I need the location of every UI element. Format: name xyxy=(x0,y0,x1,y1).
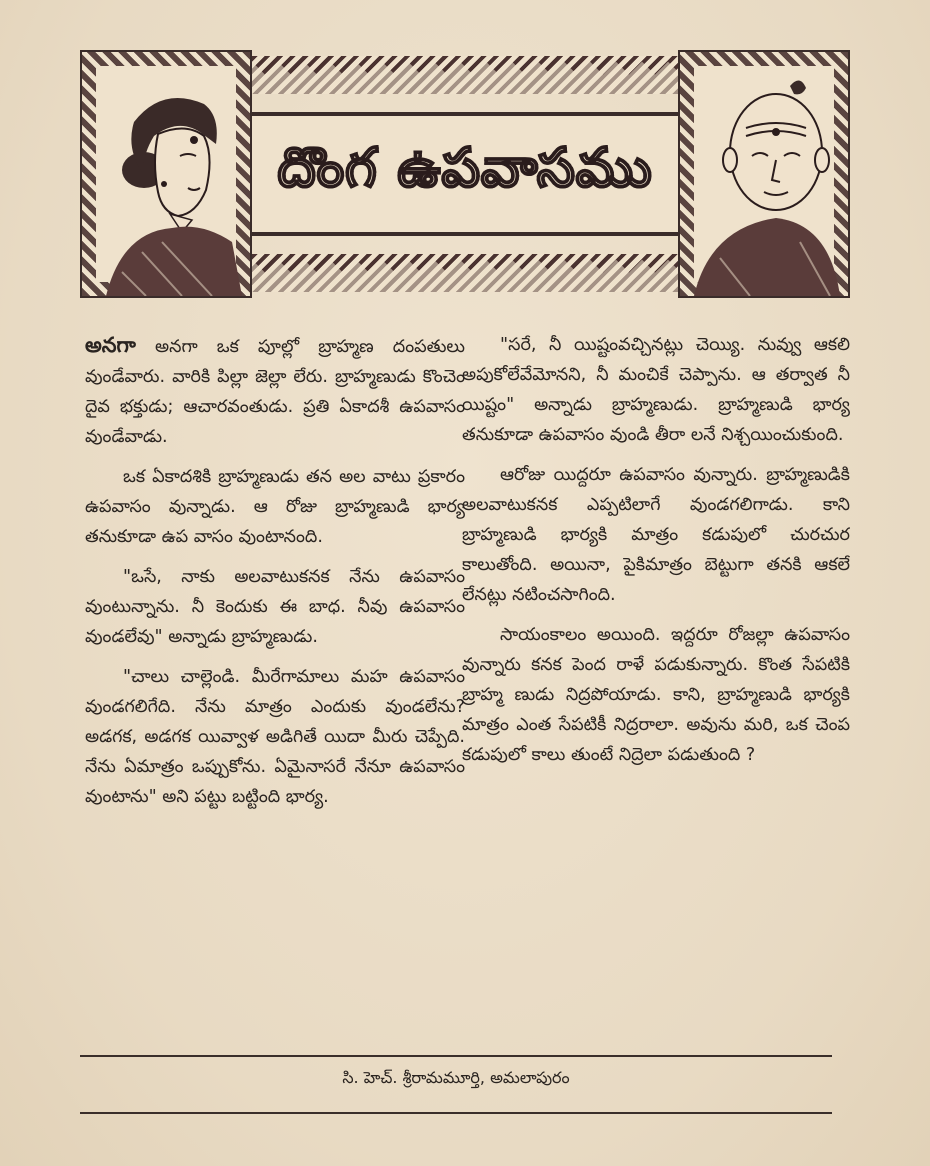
paragraph-text: అనగా ఒక పూల్లో బ్రాహ్మణ దంపతులు వుండేవారు. వారికి పిల్లా జెల్లా లేరు. బ్రాహ్మణుడు కొంచెం దైవ భక్తుడు; ఆచారవంతుడు. ప్రతి ఏకాదశీ ఉపవాసం వుండేవాడు. xyxy=(85,337,465,447)
author-byline: సి. హెచ్. శ్రీరామమూర్తి, అమలాపురం xyxy=(342,1068,570,1087)
zigzag-border-bottom xyxy=(252,254,678,292)
paragraph: ఆరోజు యిద్దరూ ఉపవాసం వున్నారు. బ్రాహ్మణుడికి అలవాటుకనక ఎప్పటిలాగే వుండగలిగాడు. కాని బ్రాహ్మణుడి భార్యకి మాత్రం కడుపులో చురచుర కాలుతోంది. అయినా, పైకిమాత్రం బెట్టుగా తనకి ఆకలే లేనట్లు నటించసాగింది. xyxy=(462,465,850,605)
left-column xyxy=(85,330,465,822)
right-column xyxy=(462,330,850,780)
paragraph: సాయంకాలం అయింది. ఇద్దరూ రోజల్లా ఉపవాసం వున్నారు కనక పెంద రాళే పడుకున్నారు. కొంత సేపటికి బ్రాహ్మ ణుడు నిద్రపోయాడు. కాని, బ్రాహ్మణుడి భార్యకి మాత్రం ఎంత సేపటికీ నిద్రరాలా. అవును మరి, ఒక చెంప కడుపులో కాలు తుంటే నిద్రెలా పడుతుంది ? xyxy=(462,625,850,765)
paragraph: "చాలు చాల్లెండి. మీరేగామాలు మహ ఉపవాసం వుండగలిగేది. నేను మాత్రం ఎందుకు వుండలేను? అడగక, అడగక యివ్వాళ అడిగితే యిదా మీరు చెప్పేది. నేను ఏమాత్రం ఒప్పుకోను. ఏమైనాసరే నేనూ ఉపవాసం వుంటాను" అని పట్టు బట్టింది భార్య. xyxy=(85,667,465,807)
zigzag-border-top xyxy=(252,56,678,94)
footer-rule-bottom xyxy=(80,1112,832,1114)
woman-portrait xyxy=(80,50,252,298)
man-portrait xyxy=(678,50,850,298)
paragraph: "ఒసే, నాకు అలవాటుకనక నేను ఉపవాసం వుంటున్నాను. నీ కెందుకు ఈ బాధ. నీవు ఉపవాసం వుండలేవు" అన్నాడు బ్రాహ్మణుడు. xyxy=(85,567,465,647)
lead-word: అనగా xyxy=(85,333,136,357)
paragraph: "సరే, నీ యిష్టంవచ్చినట్లు చెయ్యి. నువ్వు ఆకలి అపుకోలేవేమోనని, నీ మంచికే చెప్పాను. ఆ తర్వాత నీ యిష్టం" అన్నాడు బ్రాహ్మణుడు. బ్రాహ్మణుడి భార్య తనుకూడా ఉపవాసం వుండి తీరా లనే నిశ్చయించుకుంది. xyxy=(462,335,850,445)
title-banner xyxy=(80,50,850,298)
paragraph: ఒక ఏకాదశికి బ్రాహ్మణుడు తన అల వాటు ప్రకారం ఉపవాసం వున్నాడు. ఆ రోజు బ్రాహ్మణుడి భార్య తనుకూడా ఉప వాసం వుంటానంది. xyxy=(85,467,465,547)
title-box xyxy=(252,112,678,236)
footer-rule-top xyxy=(80,1055,832,1057)
story-title: దొంగ ఉపవాసము xyxy=(277,136,652,213)
paragraph xyxy=(85,330,465,452)
